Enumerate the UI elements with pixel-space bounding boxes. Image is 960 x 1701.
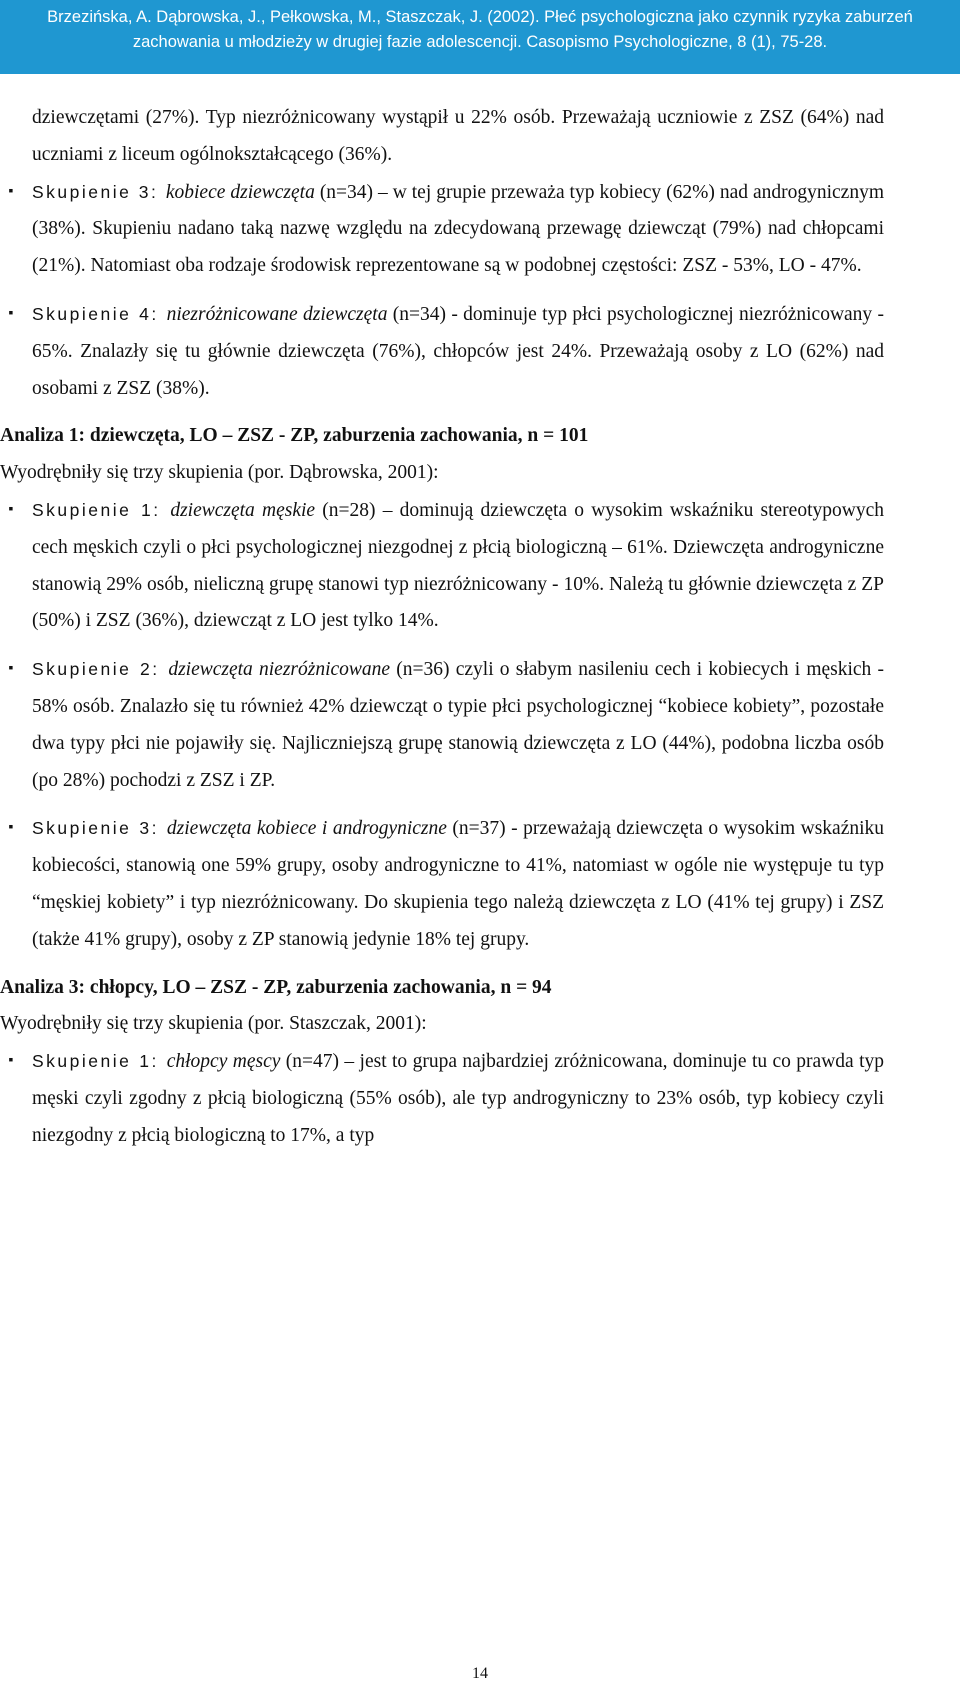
- bullet-icon: ▪: [8, 183, 14, 199]
- cluster-title: niezróżnicowane dziewczęta: [166, 303, 393, 325]
- cluster-label: Skupienie 1:: [32, 1051, 167, 1072]
- cluster-title: kobiece dziewczęta: [165, 181, 320, 203]
- citation-line-1: Brzezińska, A. Dąbrowska, J., Pełkowska, M., Staszczak, J. (2002). Płeć psychologiczna jako czynnik ryzyka zaburzeń: [47, 8, 913, 26]
- cluster-a3: [8, 174, 884, 285]
- cluster-text: (n=34) – w tej grupie przeważa typ kobiecy (62%) nad androgynicznym (38%). Skupieniu nadano taką nazwę względu na zdecydowaną przewagę dziewcząt (79%) nad chłopcami (21%). Natomiast oba rodzaje środowisk reprezentowane są w podobnej częstości: ZSZ - 53%, LO - 47%.: [32, 181, 884, 277]
- bullet-icon: ▪: [8, 305, 14, 321]
- bullet-icon: ▪: [8, 501, 14, 517]
- bullet-icon: ▪: [8, 820, 14, 836]
- cluster-3-1: [8, 1043, 884, 1154]
- citation-line-2: zachowania u młodzieży w drugiej fazie adolescencji. Casopismo Psychologiczne, 8 (1), 75-28.: [132, 33, 828, 51]
- cluster-title: dziewczęta niezróżnicowane: [168, 659, 397, 681]
- cluster-label: Skupienie 4:: [32, 303, 167, 324]
- cluster-title: dziewczęta męskie: [170, 499, 323, 521]
- page-number: 14: [472, 1665, 488, 1682]
- cluster-label: Skupienie 3:: [32, 818, 167, 839]
- cluster-label: Skupienie 3:: [32, 181, 166, 202]
- cluster-label: Skupienie 2:: [32, 659, 169, 680]
- cluster-label: Skupienie 1:: [32, 499, 171, 520]
- cluster-a4: [8, 296, 885, 407]
- analysis-1-heading: Analiza 1: dziewczęta, LO – ZSZ - ZP, zaburzenia zachowania, n = 101: [0, 425, 589, 447]
- analysis-3-heading: Analiza 3: chłopcy, LO – ZSZ - ZP, zaburzenia zachowania, n = 94: [0, 976, 552, 998]
- cluster-text: (n=28) – dominują dziewczęta o wysokim wskaźniku stereotypowych cech męskich czyli o płci psychologicznej niezgodnej z płcią biologiczną – 61%. Dziewczęta androgyniczne stanowią 29% osób, nieliczną grupę stanowi typ niezróżnicowany - 10%. Należą tu głównie dziewczęta z ZP (50%) i ZSZ (36%), dziewcząt z LO jest tylko 14%.: [32, 499, 884, 632]
- cluster-text: (n=36) czyli o słabym nasileniu cech i kobiecych i męskich - 58% osób. Znalazło się tu również 42% dziewcząt o typie płci psychologicznej “kobiece kobiety”, pozostałe dwa typy płci nie pojawiły się. Najliczniejszą grupę stanowią dziewczęta z LO (44%), podobna liczba osób (po 28%) pochodzi z ZSZ i ZP.: [32, 659, 884, 791]
- bullet-icon: ▪: [8, 661, 14, 677]
- bullet-icon: ▪: [8, 1053, 14, 1069]
- cluster-1-3: [8, 810, 885, 958]
- analysis-1-intro: Wyodrębniły się trzy skupienia (por. Dąbrowska, 2001):: [0, 462, 439, 484]
- cluster-1-1: [8, 492, 884, 640]
- cluster-title: dziewczęta kobiece i androgyniczne: [166, 818, 453, 840]
- cluster-text: (n=34) - dominuje typ płci psychologicznej niezróżnicowany - 65%. Znalazły się tu głównie dziewczęta (76%), chłopców jest 24%. Przeważają osoby z LO (62%) nad osobami z ZSZ (38%).: [32, 303, 885, 399]
- intro-paragraph: dziewczętami (27%). Typ niezróżnicowany wystąpił u 22% osób. Przeważają uczniowie z ZSZ (64%) nad uczniami z liceum ogólnokształcącego (36%).: [32, 107, 884, 165]
- document-body: [0, 100, 885, 1155]
- cluster-title: chłopcy męscy: [166, 1051, 286, 1073]
- citation-header: [0, 0, 960, 74]
- cluster-1-2: [8, 651, 884, 799]
- cluster-text: (n=47) – jest to grupa najbardziej zróżnicowana, dominuje tu co prawda typ męski czyli zgodny z płcią biologiczną (55% osób), ale typ androgyniczny to 23% osób, typ kobiecy czyli niezgodny z płcią biologiczną to 17%, a typ: [32, 1051, 884, 1146]
- analysis-3-intro: Wyodrębniły się trzy skupienia (por. Staszczak, 2001):: [0, 1013, 427, 1035]
- cluster-text: (n=37) - przeważają dziewczęta o wysokim wskaźniku kobiecości, stanowią one 59% grupy, osoby androgyniczne to 41%, natomiast w ogóle nie występuje tu typ “męskiej kobiety” i typ niezróżnicowany. Do skupienia tego należą dziewczęta z LO (41% tej grupy) i ZSZ (także 41% grupy), osoby z ZP stanowią jedynie 18% tej grupy.: [32, 818, 885, 950]
